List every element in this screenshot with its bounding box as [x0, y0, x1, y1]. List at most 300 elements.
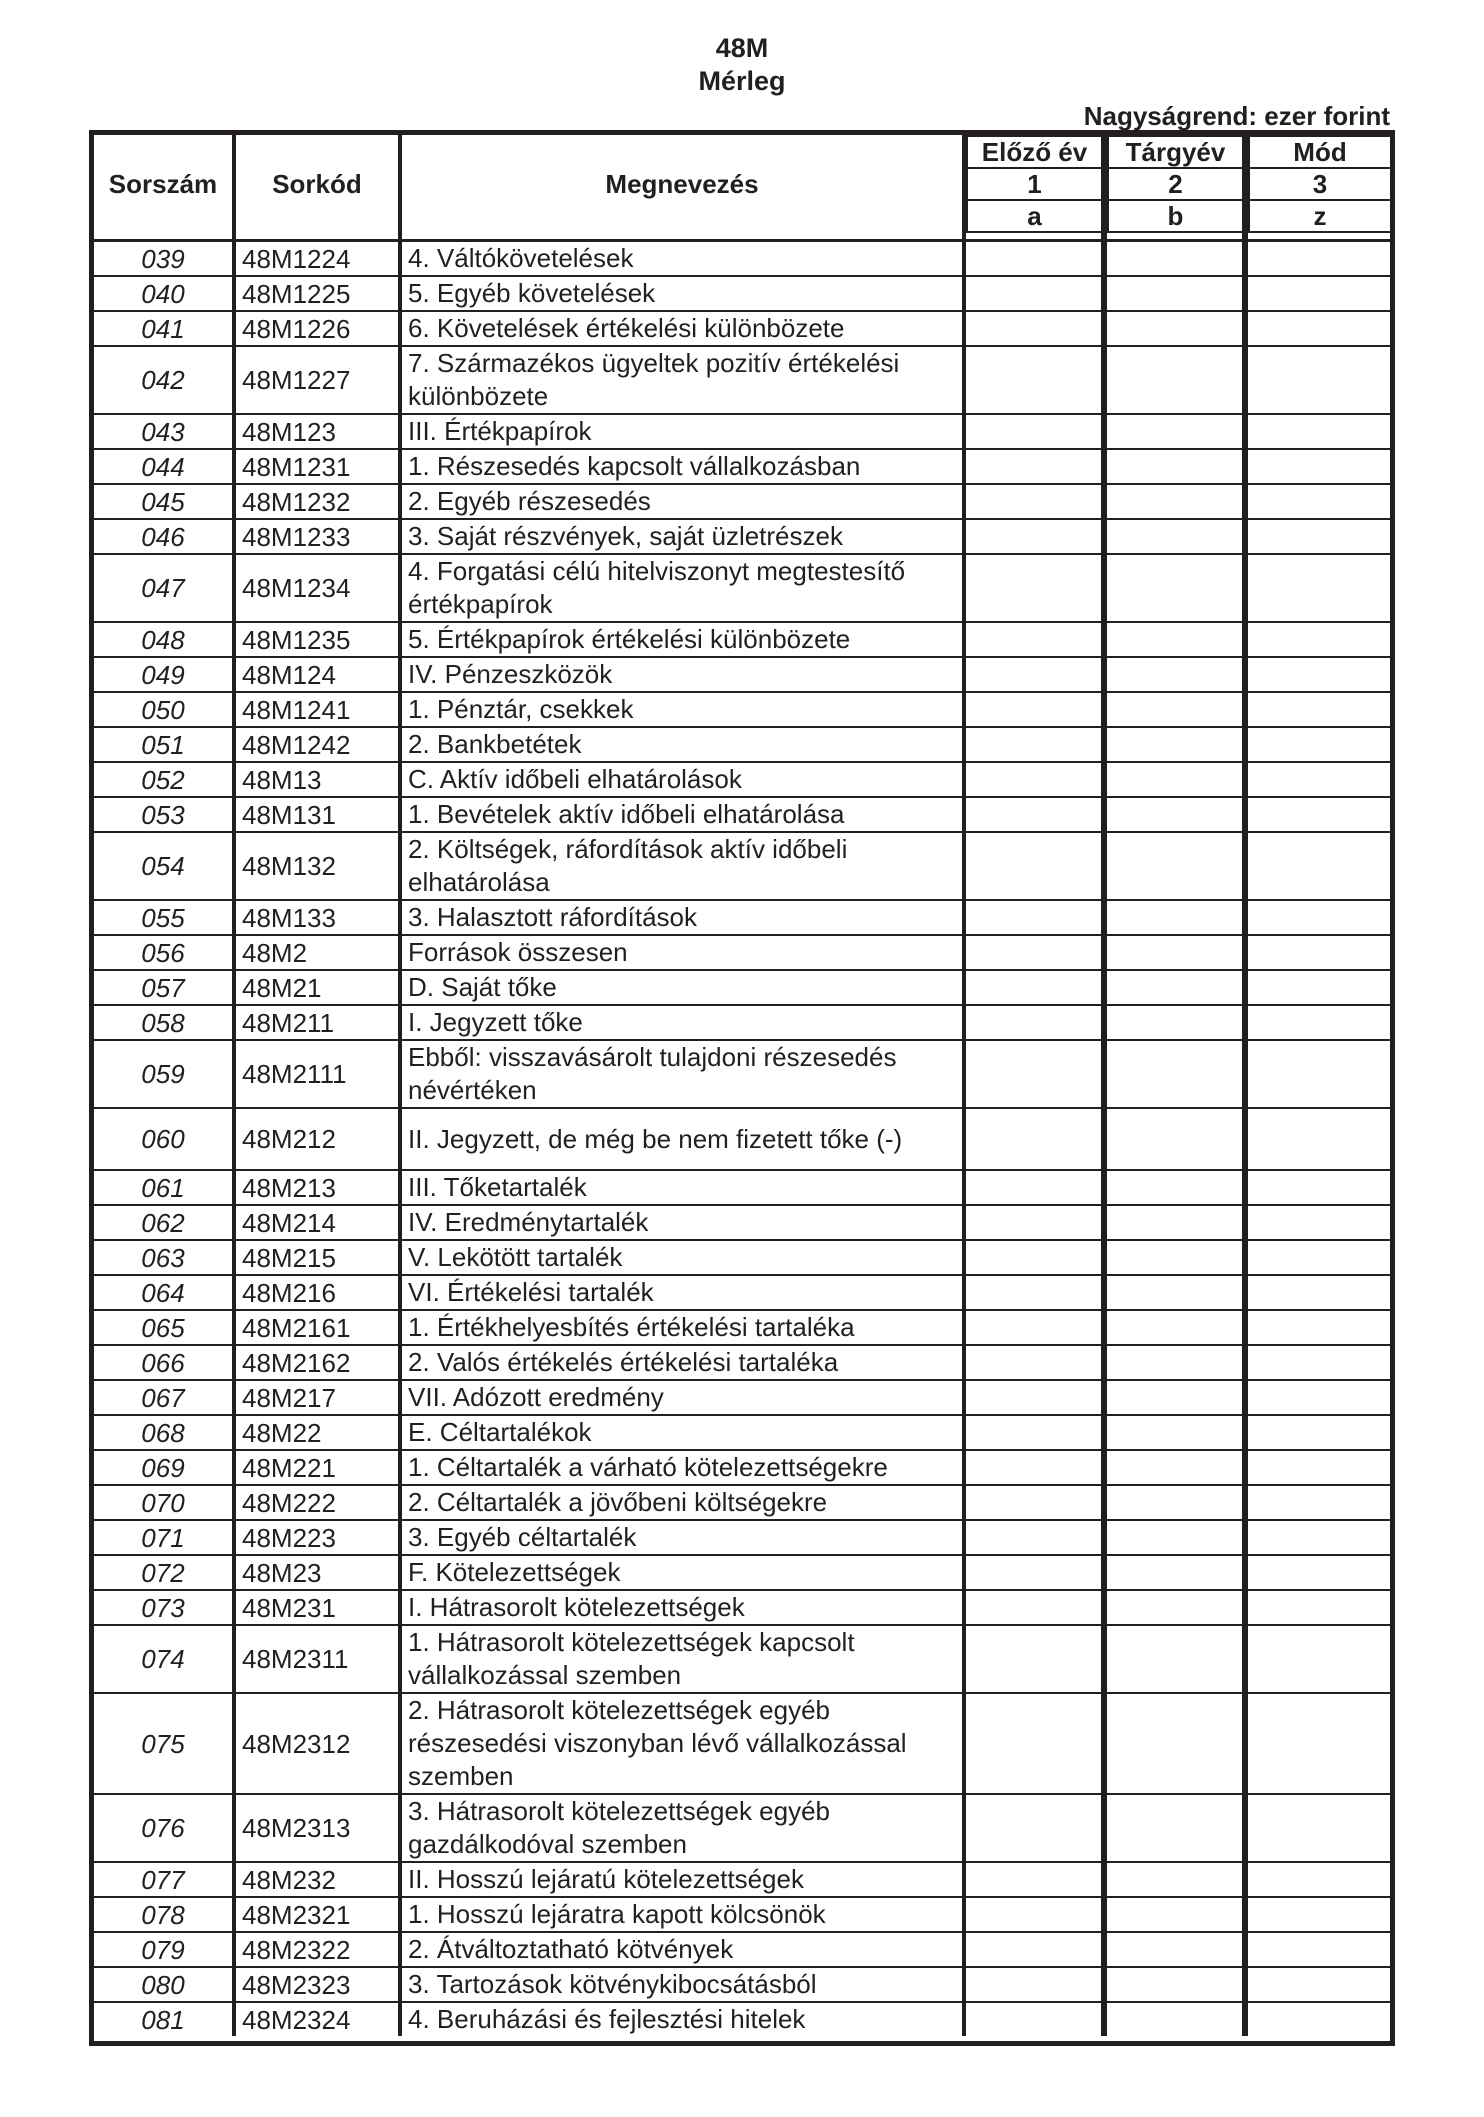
row-code: 48M231 — [236, 1591, 402, 1626]
table-row — [94, 485, 1390, 520]
value-cell-mode[interactable] — [1248, 1795, 1390, 1863]
row-name: 1. Pénztár, csekkek — [402, 693, 966, 728]
value-cell-mode[interactable] — [1248, 1416, 1390, 1451]
row-code: 48M222 — [236, 1486, 402, 1521]
header-sorszam: Sorszám — [94, 135, 236, 233]
table-row — [94, 2003, 1390, 2036]
value-cell-mode[interactable] — [1248, 1041, 1390, 1109]
row-code: 48M1231 — [236, 450, 402, 485]
row-number: 054 — [94, 833, 236, 901]
row-code: 48M133 — [236, 901, 402, 936]
header-megnevezes: Megnevezés — [402, 135, 966, 233]
value-cell-current-year[interactable] — [1107, 693, 1244, 728]
value-cell-mode[interactable] — [1248, 2003, 1390, 2036]
value-cell-prev-year[interactable] — [966, 1109, 1103, 1171]
row-number: 044 — [94, 450, 236, 485]
row-number: 046 — [94, 520, 236, 555]
table-row — [94, 450, 1390, 485]
row-code: 48M1227 — [236, 347, 402, 415]
value-cell-prev-year[interactable] — [966, 728, 1103, 763]
table-row — [94, 1206, 1390, 1241]
row-code: 48M2322 — [236, 1933, 402, 1968]
header-separator — [402, 233, 966, 242]
row-code: 48M2311 — [236, 1626, 402, 1694]
table-row — [94, 1171, 1390, 1206]
form-title: Mérleg — [698, 66, 786, 96]
value-cell-mode[interactable] — [1248, 658, 1390, 693]
row-name: Ebből: visszavásárolt tulajdoni részesedés névértéken — [402, 1041, 966, 1109]
value-cell-current-year[interactable] — [1107, 1795, 1244, 1863]
row-number: 043 — [94, 415, 236, 450]
header-col-1-letter: a — [966, 201, 1103, 233]
row-code: 48M23 — [236, 1556, 402, 1591]
table-row — [94, 1416, 1390, 1451]
value-cell-prev-year[interactable] — [966, 1006, 1103, 1041]
row-code: 48M213 — [236, 1171, 402, 1206]
row-name: III. Értékpapírok — [402, 415, 966, 450]
row-number: 063 — [94, 1241, 236, 1276]
row-name: 4. Beruházási és fejlesztési hitelek — [402, 2003, 966, 2036]
value-cell-current-year[interactable] — [1107, 1968, 1244, 2003]
table-row — [94, 1311, 1390, 1346]
value-cell-current-year[interactable] — [1107, 1416, 1244, 1451]
row-number: 064 — [94, 1276, 236, 1311]
row-name: 2. Költségek, ráfordítások aktív időbeli elhatárolása — [402, 833, 966, 901]
header-col-2-letter: b — [1107, 201, 1244, 233]
value-cell-current-year[interactable] — [1107, 1041, 1244, 1109]
value-cell-mode[interactable] — [1248, 1626, 1390, 1694]
row-code: 48M215 — [236, 1241, 402, 1276]
value-cell-current-year[interactable] — [1107, 1591, 1244, 1626]
value-cell-prev-year[interactable] — [966, 1276, 1103, 1311]
row-number: 053 — [94, 798, 236, 833]
row-name: 3. Tartozások kötvénykibocsátásból — [402, 1968, 966, 2003]
value-cell-mode[interactable] — [1248, 1521, 1390, 1556]
row-name: V. Lekötött tartalék — [402, 1241, 966, 1276]
row-name: 1. Hátrasorolt kötelezettségek kapcsolt vállalkozással szemben — [402, 1626, 966, 1694]
value-cell-prev-year[interactable] — [966, 901, 1103, 936]
row-name: 1. Bevételek aktív időbeli elhatárolása — [402, 798, 966, 833]
table-row — [94, 1898, 1390, 1933]
value-cell-prev-year[interactable] — [966, 1933, 1103, 1968]
row-number: 066 — [94, 1346, 236, 1381]
row-code: 48M212 — [236, 1109, 402, 1171]
row-code: 48M1234 — [236, 555, 402, 623]
row-name: 3. Hátrasorolt kötelezettségek egyéb gazdálkodóval szemben — [402, 1795, 966, 1863]
table-row — [94, 1863, 1390, 1898]
row-number: 071 — [94, 1521, 236, 1556]
value-cell-mode[interactable] — [1248, 971, 1390, 1006]
row-code: 48M2323 — [236, 1968, 402, 2003]
row-code: 48M1225 — [236, 277, 402, 312]
row-number: 081 — [94, 2003, 236, 2036]
value-cell-current-year[interactable] — [1107, 1109, 1244, 1171]
value-cell-current-year[interactable] — [1107, 415, 1244, 450]
value-cell-prev-year[interactable] — [966, 658, 1103, 693]
value-cell-current-year[interactable] — [1107, 1171, 1244, 1206]
table-row — [94, 971, 1390, 1006]
row-name: 2. Céltartalék a jövőbeni költségekre — [402, 1486, 966, 1521]
row-code: 48M2 — [236, 936, 402, 971]
value-cell-current-year[interactable] — [1107, 242, 1244, 277]
header-separator — [236, 233, 402, 242]
row-code: 48M2324 — [236, 2003, 402, 2036]
value-cell-prev-year[interactable] — [966, 1346, 1103, 1381]
table-row — [94, 798, 1390, 833]
row-code: 48M132 — [236, 833, 402, 901]
row-code: 48M223 — [236, 1521, 402, 1556]
value-cell-prev-year[interactable] — [966, 798, 1103, 833]
table-row — [94, 1041, 1390, 1109]
row-number: 073 — [94, 1591, 236, 1626]
row-code: 48M2161 — [236, 1311, 402, 1346]
value-cell-current-year[interactable] — [1107, 1694, 1244, 1795]
table-row — [94, 623, 1390, 658]
row-name: 1. Részesedés kapcsolt vállalkozásban — [402, 450, 966, 485]
row-name: 1. Hosszú lejáratra kapott kölcsönök — [402, 1898, 966, 1933]
row-name: IV. Pénzeszközök — [402, 658, 966, 693]
row-name: 6. Követelések értékelési különbözete — [402, 312, 966, 347]
table-row — [94, 1521, 1390, 1556]
value-cell-mode[interactable] — [1248, 1933, 1390, 1968]
row-name: D. Saját tőke — [402, 971, 966, 1006]
row-name: E. Céltartalékok — [402, 1416, 966, 1451]
value-cell-prev-year[interactable] — [966, 1381, 1103, 1416]
value-cell-prev-year[interactable] — [966, 1556, 1103, 1591]
row-code: 48M1224 — [236, 242, 402, 277]
value-cell-mode[interactable] — [1248, 693, 1390, 728]
table-row — [94, 658, 1390, 693]
row-number: 062 — [94, 1206, 236, 1241]
value-cell-mode[interactable] — [1248, 520, 1390, 555]
row-code: 48M221 — [236, 1451, 402, 1486]
value-cell-prev-year[interactable] — [966, 2003, 1103, 2036]
table-row — [94, 555, 1390, 623]
table-row — [94, 520, 1390, 555]
row-name: 5. Egyéb követelések — [402, 277, 966, 312]
value-cell-prev-year[interactable] — [966, 1486, 1103, 1521]
value-cell-current-year[interactable] — [1107, 1933, 1244, 1968]
value-cell-current-year[interactable] — [1107, 1346, 1244, 1381]
value-cell-prev-year[interactable] — [966, 1451, 1103, 1486]
value-cell-mode[interactable] — [1248, 763, 1390, 798]
row-code: 48M22 — [236, 1416, 402, 1451]
value-cell-mode[interactable] — [1248, 1381, 1390, 1416]
header-sorkod: Sorkód — [236, 135, 402, 233]
value-cell-mode[interactable] — [1248, 1486, 1390, 1521]
value-cell-mode[interactable] — [1248, 1276, 1390, 1311]
value-cell-mode[interactable] — [1248, 1898, 1390, 1933]
value-cell-prev-year[interactable] — [966, 833, 1103, 901]
value-cell-mode[interactable] — [1248, 1556, 1390, 1591]
value-cell-mode[interactable] — [1248, 1006, 1390, 1041]
row-name: II. Jegyzett, de még be nem fizetett tőke (-) — [402, 1109, 966, 1171]
table-row — [94, 1346, 1390, 1381]
header-col-1-label: Előző év — [966, 135, 1103, 169]
value-cell-prev-year[interactable] — [966, 555, 1103, 623]
value-cell-current-year[interactable] — [1107, 450, 1244, 485]
table-row — [94, 1968, 1390, 2003]
row-code: 48M1226 — [236, 312, 402, 347]
value-cell-prev-year[interactable] — [966, 312, 1103, 347]
row-number: 079 — [94, 1933, 236, 1968]
value-cell-prev-year[interactable] — [966, 1968, 1103, 2003]
value-cell-mode[interactable] — [1248, 1311, 1390, 1346]
row-name: 3. Saját részvények, saját üzletrészek — [402, 520, 966, 555]
value-cell-prev-year[interactable] — [966, 450, 1103, 485]
value-cell-mode[interactable] — [1248, 833, 1390, 901]
row-code: 48M1232 — [236, 485, 402, 520]
value-cell-prev-year[interactable] — [966, 1591, 1103, 1626]
table-row — [94, 277, 1390, 312]
row-code: 48M2313 — [236, 1795, 402, 1863]
value-cell-prev-year[interactable] — [966, 623, 1103, 658]
value-cell-prev-year[interactable] — [966, 1626, 1103, 1694]
row-name: VI. Értékelési tartalék — [402, 1276, 966, 1311]
row-code: 48M124 — [236, 658, 402, 693]
value-cell-mode[interactable] — [1248, 1694, 1390, 1795]
value-cell-prev-year[interactable] — [966, 1206, 1103, 1241]
row-code: 48M2162 — [236, 1346, 402, 1381]
row-number: 078 — [94, 1898, 236, 1933]
value-cell-current-year[interactable] — [1107, 763, 1244, 798]
table-row — [94, 1276, 1390, 1311]
value-cell-mode[interactable] — [1248, 485, 1390, 520]
row-number: 045 — [94, 485, 236, 520]
value-cell-current-year[interactable] — [1107, 1486, 1244, 1521]
value-cell-current-year[interactable] — [1107, 555, 1244, 623]
row-number: 072 — [94, 1556, 236, 1591]
value-cell-prev-year[interactable] — [966, 1521, 1103, 1556]
value-cell-current-year[interactable] — [1107, 1276, 1244, 1311]
row-code: 48M217 — [236, 1381, 402, 1416]
row-name: VII. Adózott eredmény — [402, 1381, 966, 1416]
row-name: 1. Céltartalék a várható kötelezettségekre — [402, 1451, 966, 1486]
table-row — [94, 936, 1390, 971]
value-cell-prev-year[interactable] — [966, 1416, 1103, 1451]
value-cell-prev-year[interactable] — [966, 242, 1103, 277]
row-name: 2. Bankbetétek — [402, 728, 966, 763]
value-cell-mode[interactable] — [1248, 555, 1390, 623]
value-cell-mode[interactable] — [1248, 1591, 1390, 1626]
row-number: 076 — [94, 1795, 236, 1863]
value-cell-prev-year[interactable] — [966, 415, 1103, 450]
value-cell-current-year[interactable] — [1107, 1898, 1244, 1933]
row-code: 48M216 — [236, 1276, 402, 1311]
value-cell-current-year[interactable] — [1107, 901, 1244, 936]
table-row — [94, 693, 1390, 728]
value-cell-prev-year[interactable] — [966, 1171, 1103, 1206]
row-code: 48M131 — [236, 798, 402, 833]
value-cell-current-year[interactable] — [1107, 1311, 1244, 1346]
value-cell-current-year[interactable] — [1107, 1206, 1244, 1241]
value-cell-mode[interactable] — [1248, 277, 1390, 312]
value-cell-current-year[interactable] — [1107, 728, 1244, 763]
row-number: 042 — [94, 347, 236, 415]
value-cell-prev-year[interactable] — [966, 1041, 1103, 1109]
row-name: 3. Egyéb céltartalék — [402, 1521, 966, 1556]
value-cell-prev-year[interactable] — [966, 485, 1103, 520]
value-cell-prev-year[interactable] — [966, 277, 1103, 312]
table-row — [94, 347, 1390, 415]
value-cell-current-year[interactable] — [1107, 1521, 1244, 1556]
table-row — [94, 1694, 1390, 1795]
value-cell-prev-year[interactable] — [966, 1863, 1103, 1898]
value-cell-prev-year[interactable] — [966, 1311, 1103, 1346]
table-row — [94, 1486, 1390, 1521]
header-separator — [1248, 233, 1390, 242]
row-number: 056 — [94, 936, 236, 971]
header-col-3-label: Mód — [1248, 135, 1390, 169]
value-cell-prev-year[interactable] — [966, 1795, 1103, 1863]
table-row — [94, 1381, 1390, 1416]
value-cell-current-year[interactable] — [1107, 485, 1244, 520]
value-cell-current-year[interactable] — [1107, 1006, 1244, 1041]
row-code: 48M1242 — [236, 728, 402, 763]
row-name: II. Hosszú lejáratú kötelezettségek — [402, 1863, 966, 1898]
value-cell-mode[interactable] — [1248, 1171, 1390, 1206]
value-cell-mode[interactable] — [1248, 1206, 1390, 1241]
table-row — [94, 763, 1390, 798]
table-row — [94, 1006, 1390, 1041]
row-number: 050 — [94, 693, 236, 728]
value-cell-prev-year[interactable] — [966, 1694, 1103, 1795]
value-cell-mode[interactable] — [1248, 312, 1390, 347]
row-number: 068 — [94, 1416, 236, 1451]
table-row — [94, 1795, 1390, 1863]
row-name: I. Jegyzett tőke — [402, 1006, 966, 1041]
value-cell-current-year[interactable] — [1107, 1626, 1244, 1694]
value-cell-mode[interactable] — [1248, 1241, 1390, 1276]
value-cell-prev-year[interactable] — [966, 1898, 1103, 1933]
row-number: 069 — [94, 1451, 236, 1486]
value-cell-mode[interactable] — [1248, 936, 1390, 971]
value-cell-prev-year[interactable] — [966, 347, 1103, 415]
table-row — [94, 901, 1390, 936]
row-number: 074 — [94, 1626, 236, 1694]
value-cell-mode[interactable] — [1248, 798, 1390, 833]
value-cell-mode[interactable] — [1248, 450, 1390, 485]
row-name: 7. Származékos ügyeltek pozitív értékelési különbözete — [402, 347, 966, 415]
table-row — [94, 1591, 1390, 1626]
value-cell-current-year[interactable] — [1107, 1556, 1244, 1591]
row-name: IV. Eredménytartalék — [402, 1206, 966, 1241]
value-cell-mode[interactable] — [1248, 242, 1390, 277]
row-name: 3. Halasztott ráfordítások — [402, 901, 966, 936]
value-cell-mode[interactable] — [1248, 1863, 1390, 1898]
value-cell-prev-year[interactable] — [966, 1241, 1103, 1276]
row-code: 48M21 — [236, 971, 402, 1006]
table-row — [94, 833, 1390, 901]
header-col-3-letter: z — [1248, 201, 1390, 233]
value-cell-current-year[interactable] — [1107, 1241, 1244, 1276]
value-cell-current-year[interactable] — [1107, 936, 1244, 971]
header-col-2-number: 2 — [1107, 169, 1244, 201]
value-cell-mode[interactable] — [1248, 728, 1390, 763]
value-cell-current-year[interactable] — [1107, 971, 1244, 1006]
value-cell-current-year[interactable] — [1107, 312, 1244, 347]
row-code: 48M1241 — [236, 693, 402, 728]
value-cell-prev-year[interactable] — [966, 693, 1103, 728]
row-code: 48M214 — [236, 1206, 402, 1241]
row-name: F. Kötelezettségek — [402, 1556, 966, 1591]
value-cell-current-year[interactable] — [1107, 658, 1244, 693]
value-cell-current-year[interactable] — [1107, 2003, 1244, 2036]
row-code: 48M13 — [236, 763, 402, 798]
row-number: 058 — [94, 1006, 236, 1041]
table-row — [94, 1626, 1390, 1694]
table-row — [94, 242, 1390, 277]
balance-sheet-table — [94, 135, 1390, 2036]
table-row — [94, 728, 1390, 763]
table-body — [94, 242, 1390, 2036]
value-cell-prev-year[interactable] — [966, 763, 1103, 798]
row-name: III. Tőketartalék — [402, 1171, 966, 1206]
value-cell-mode[interactable] — [1248, 1346, 1390, 1381]
row-name: 2. Egyéb részesedés — [402, 485, 966, 520]
row-number: 060 — [94, 1109, 236, 1171]
header-col-2-label: Tárgyév — [1107, 135, 1244, 169]
row-number: 059 — [94, 1041, 236, 1109]
value-cell-mode[interactable] — [1248, 1968, 1390, 2003]
row-number: 039 — [94, 242, 236, 277]
table-row — [94, 1933, 1390, 1968]
value-cell-current-year[interactable] — [1107, 347, 1244, 415]
table-row — [94, 312, 1390, 347]
value-cell-prev-year[interactable] — [966, 936, 1103, 971]
value-cell-prev-year[interactable] — [966, 971, 1103, 1006]
row-code: 48M2321 — [236, 1898, 402, 1933]
row-number: 051 — [94, 728, 236, 763]
table-row — [94, 415, 1390, 450]
value-cell-current-year[interactable] — [1107, 833, 1244, 901]
row-number: 055 — [94, 901, 236, 936]
row-name: 4. Forgatási célú hitelviszonyt megtestesítő értékpapírok — [402, 555, 966, 623]
table-row — [94, 1556, 1390, 1591]
value-cell-mode[interactable] — [1248, 901, 1390, 936]
value-cell-current-year[interactable] — [1107, 520, 1244, 555]
value-cell-current-year[interactable] — [1107, 798, 1244, 833]
row-number: 052 — [94, 763, 236, 798]
row-number: 041 — [94, 312, 236, 347]
value-cell-mode[interactable] — [1248, 347, 1390, 415]
row-code: 48M232 — [236, 1863, 402, 1898]
value-cell-mode[interactable] — [1248, 415, 1390, 450]
table-row — [94, 1451, 1390, 1486]
row-name: 2. Hátrasorolt kötelezettségek egyéb részesedési viszonyban lévő vállalkozással szemben — [402, 1694, 966, 1795]
value-cell-mode[interactable] — [1248, 1451, 1390, 1486]
row-number: 049 — [94, 658, 236, 693]
row-number: 065 — [94, 1311, 236, 1346]
value-cell-current-year[interactable] — [1107, 277, 1244, 312]
row-code: 48M2312 — [236, 1694, 402, 1795]
value-cell-mode[interactable] — [1248, 1109, 1390, 1171]
value-cell-current-year[interactable] — [1107, 1451, 1244, 1486]
value-cell-prev-year[interactable] — [966, 520, 1103, 555]
row-code: 48M211 — [236, 1006, 402, 1041]
header-separator — [1107, 233, 1244, 242]
value-cell-mode[interactable] — [1248, 623, 1390, 658]
value-cell-current-year[interactable] — [1107, 623, 1244, 658]
row-number: 080 — [94, 1968, 236, 2003]
value-cell-current-year[interactable] — [1107, 1381, 1244, 1416]
header-separator — [966, 233, 1103, 242]
value-cell-current-year[interactable] — [1107, 1863, 1244, 1898]
row-number: 040 — [94, 277, 236, 312]
row-code: 48M123 — [236, 415, 402, 450]
unit-label: Nagyságrend: ezer forint — [1083, 101, 1390, 131]
row-name: 1. Értékhelyesbítés értékelési tartaléka — [402, 1311, 966, 1346]
